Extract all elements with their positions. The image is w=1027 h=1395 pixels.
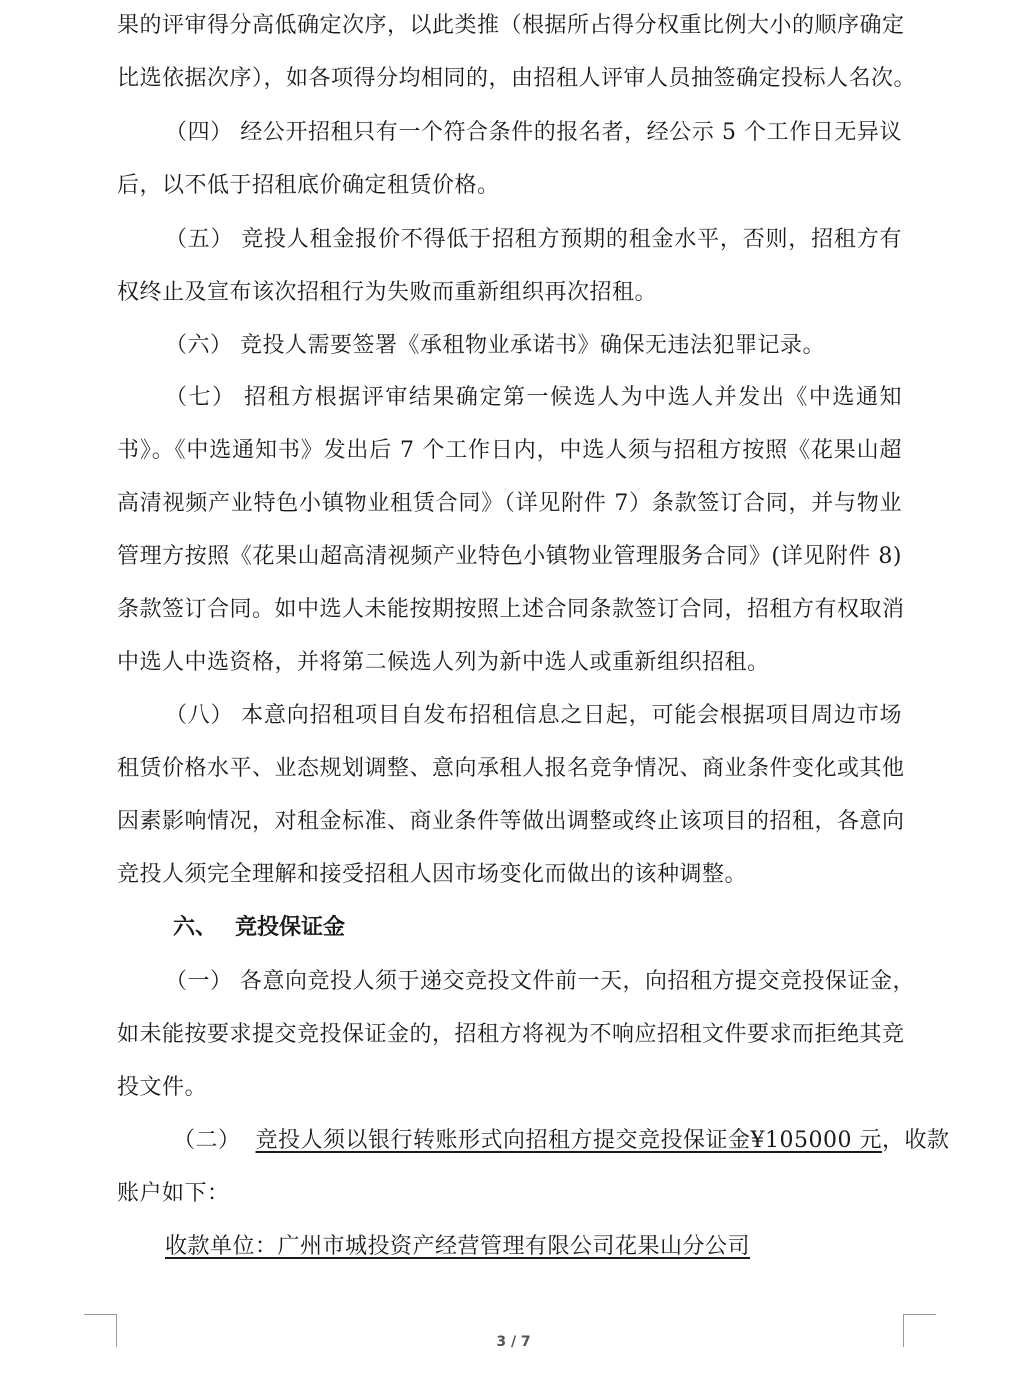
- paragraph-line: 比选依据次序），如各项得分均相同的，由招租人评审人员抽签确定投标人名次。: [117, 66, 917, 91]
- paragraph-line: 后，以不低于招租底价确定租赁价格。: [117, 173, 500, 198]
- paragraph-line: 高清视频产业特色小镇物业租赁合同》（详见附件 7）条款签订合同，并与物业: [117, 491, 902, 516]
- paragraph-line: 权终止及宣布该次招租行为失败而重新组织再次招租。: [117, 280, 658, 305]
- paragraph-line: 因素影响情况，对租金标准、商业条件等做出调整或终止该项目的招租，各意向: [117, 809, 905, 834]
- section-heading-title: 竞投保证金: [235, 915, 346, 940]
- deposit-prefix: （二）: [173, 1128, 241, 1153]
- deposit-suffix: ，收款: [882, 1128, 950, 1153]
- paragraph-line: 果的评审得分高低确定次序，以此类推（根据所占得分权重比例大小的顺序确定: [117, 13, 905, 38]
- paragraph-line: （八） 本意向招租项目自发布招租信息之日起，可能会根据项目周边市场: [165, 703, 902, 728]
- deposit-line: [173, 1126, 950, 1156]
- payee-text: 收款单位：广州市城投资产经营管理有限公司花果山分公司: [165, 1234, 751, 1259]
- paragraph-line: 如未能按要求提交竞投保证金的，招租方将视为不响应招租文件要求而拒绝其竞: [117, 1022, 905, 1047]
- paragraph-line: 租赁价格水平、业态规划调整、意向承租人报名竞争情况、商业条件变化或其他: [117, 756, 905, 781]
- paragraph-line: 书》。《中选通知书》发出后 7 个工作日内，中选人须与招租方按照《花果山超: [117, 438, 902, 463]
- page-number: 3 / 7: [496, 1334, 531, 1350]
- paragraph-line: （一） 各意向竞投人须于递交竞投文件前一天，向招租方提交竞投保证金，: [165, 969, 915, 994]
- paragraph-line: 条款签订合同。如中选人未能按期按照上述合同条款签订合同，招租方有权取消: [117, 597, 905, 622]
- paragraph-line: 竞投人须完全理解和接受招租人因市场变化而做出的该种调整。: [117, 862, 748, 887]
- paragraph-line: 投文件。: [117, 1075, 208, 1100]
- paragraph-line: （四） 经公开招租只有一个符合条件的报名者，经公示 5 个工作日无异议: [165, 120, 902, 145]
- paragraph-line: 管理方按照《花果山超高清视频产业特色小镇物业管理服务合同》(详见附件 8): [117, 544, 902, 569]
- paragraph-line: （六） 竞投人需要签署《承租物业承诺书》确保无违法犯罪记录。: [165, 333, 825, 358]
- section-heading-number: 六、: [173, 915, 218, 940]
- deposit-amount-text: 竞投人须以银行转账形式向招租方提交竞投保证金¥105000 元: [255, 1128, 882, 1153]
- paragraph-line: 账户如下：: [117, 1181, 230, 1206]
- paragraph-line: （七） 招租方根据评审结果确定第一候选人为中选人并发出《中选通知: [165, 385, 902, 410]
- payee-line: [165, 1232, 902, 1262]
- paragraph-line: 中选人中选资格，并将第二候选人列为新中选人或重新组织招租。: [117, 650, 770, 675]
- paragraph-line: （五） 竞投人租金报价不得低于招租方预期的租金水平，否则，招租方有: [165, 227, 902, 252]
